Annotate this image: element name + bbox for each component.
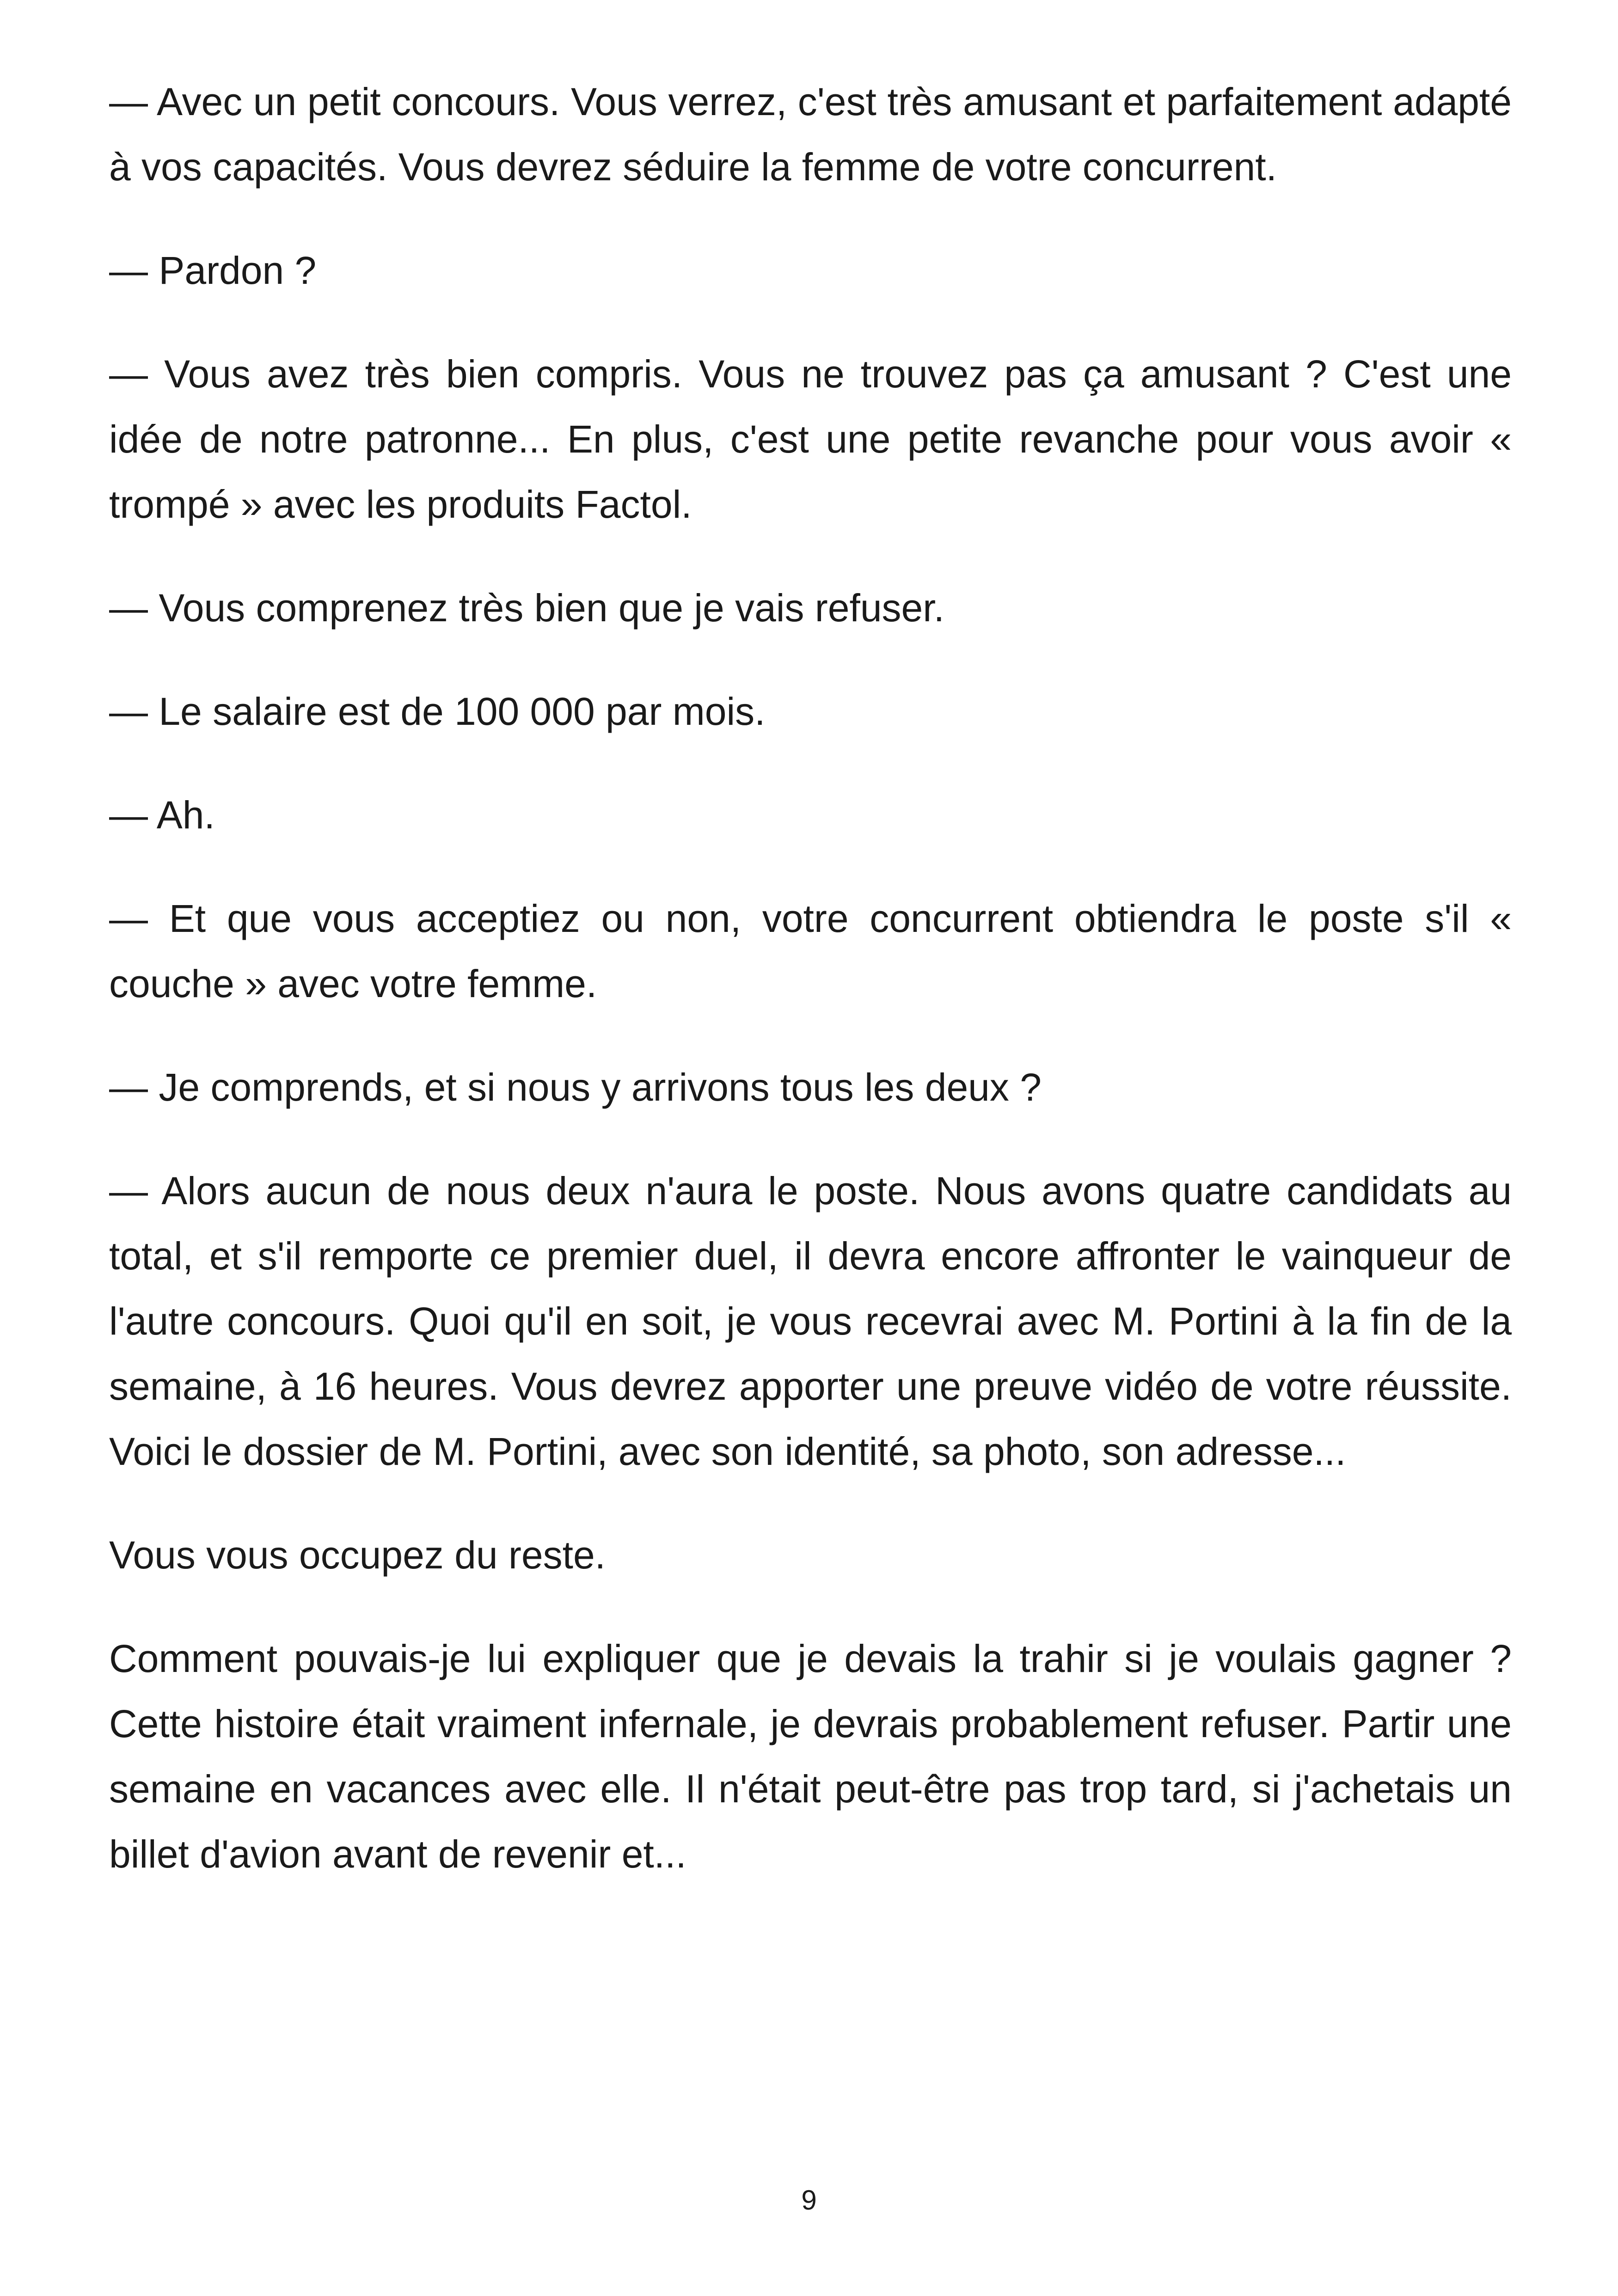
page-body [109, 69, 1512, 1925]
paragraph: — Le salaire est de 100 000 par mois. [109, 690, 766, 733]
paragraph: — Vous avez très bien compris. Vous ne trouvez pas ça amusant ? C'est une idée de notre patronne... En plus, c'est une petite revanche pour vous avoir « trompé » avec les produits Factol. [109, 352, 1512, 526]
page-number: 9 [801, 2185, 817, 2216]
paragraph: — Alors aucun de nous deux n'aura le poste. Nous avons quatre candidats au total, et s'il remporte ce premier duel, il devra encore affronter le vainqueur de l'autre concours. Quoi qu'il en soit, je vous recevrai avec M. Portini à la fin de la semaine, à 16 heures. Vous devrez apporter une preuve vidéo de votre réussite. Voici le dossier de M. Portini, avec son identité, sa photo, son adresse... [109, 1169, 1512, 1473]
paragraph: — Vous comprenez très bien que je vais refuser. [109, 586, 944, 630]
paragraph: — Ah. [109, 793, 215, 837]
paragraph: Vous vous occupez du reste. [109, 1533, 606, 1577]
paragraph: — Pardon ? [109, 249, 317, 292]
paragraph: — Je comprends, et si nous y arrivons tous les deux ? [109, 1065, 1042, 1109]
paragraph: Comment pouvais-je lui expliquer que je devais la trahir si je voulais gagner ? Cette histoire était vraiment infernale, je devrais probablement refuser. Partir une semaine en vacances avec elle. Il n'était peut-être pas trop tard, si j'achetais un billet d'avion avant de revenir et... [109, 1637, 1512, 1876]
paragraph: — Avec un petit concours. Vous verrez, c'est très amusant et parfaitement adapté à vos capacités. Vous devrez séduire la femme de votre concurrent. [109, 80, 1512, 189]
paragraph: — Et que vous acceptiez ou non, votre concurrent obtiendra le poste s'il « couche » avec votre femme. [109, 897, 1512, 1005]
